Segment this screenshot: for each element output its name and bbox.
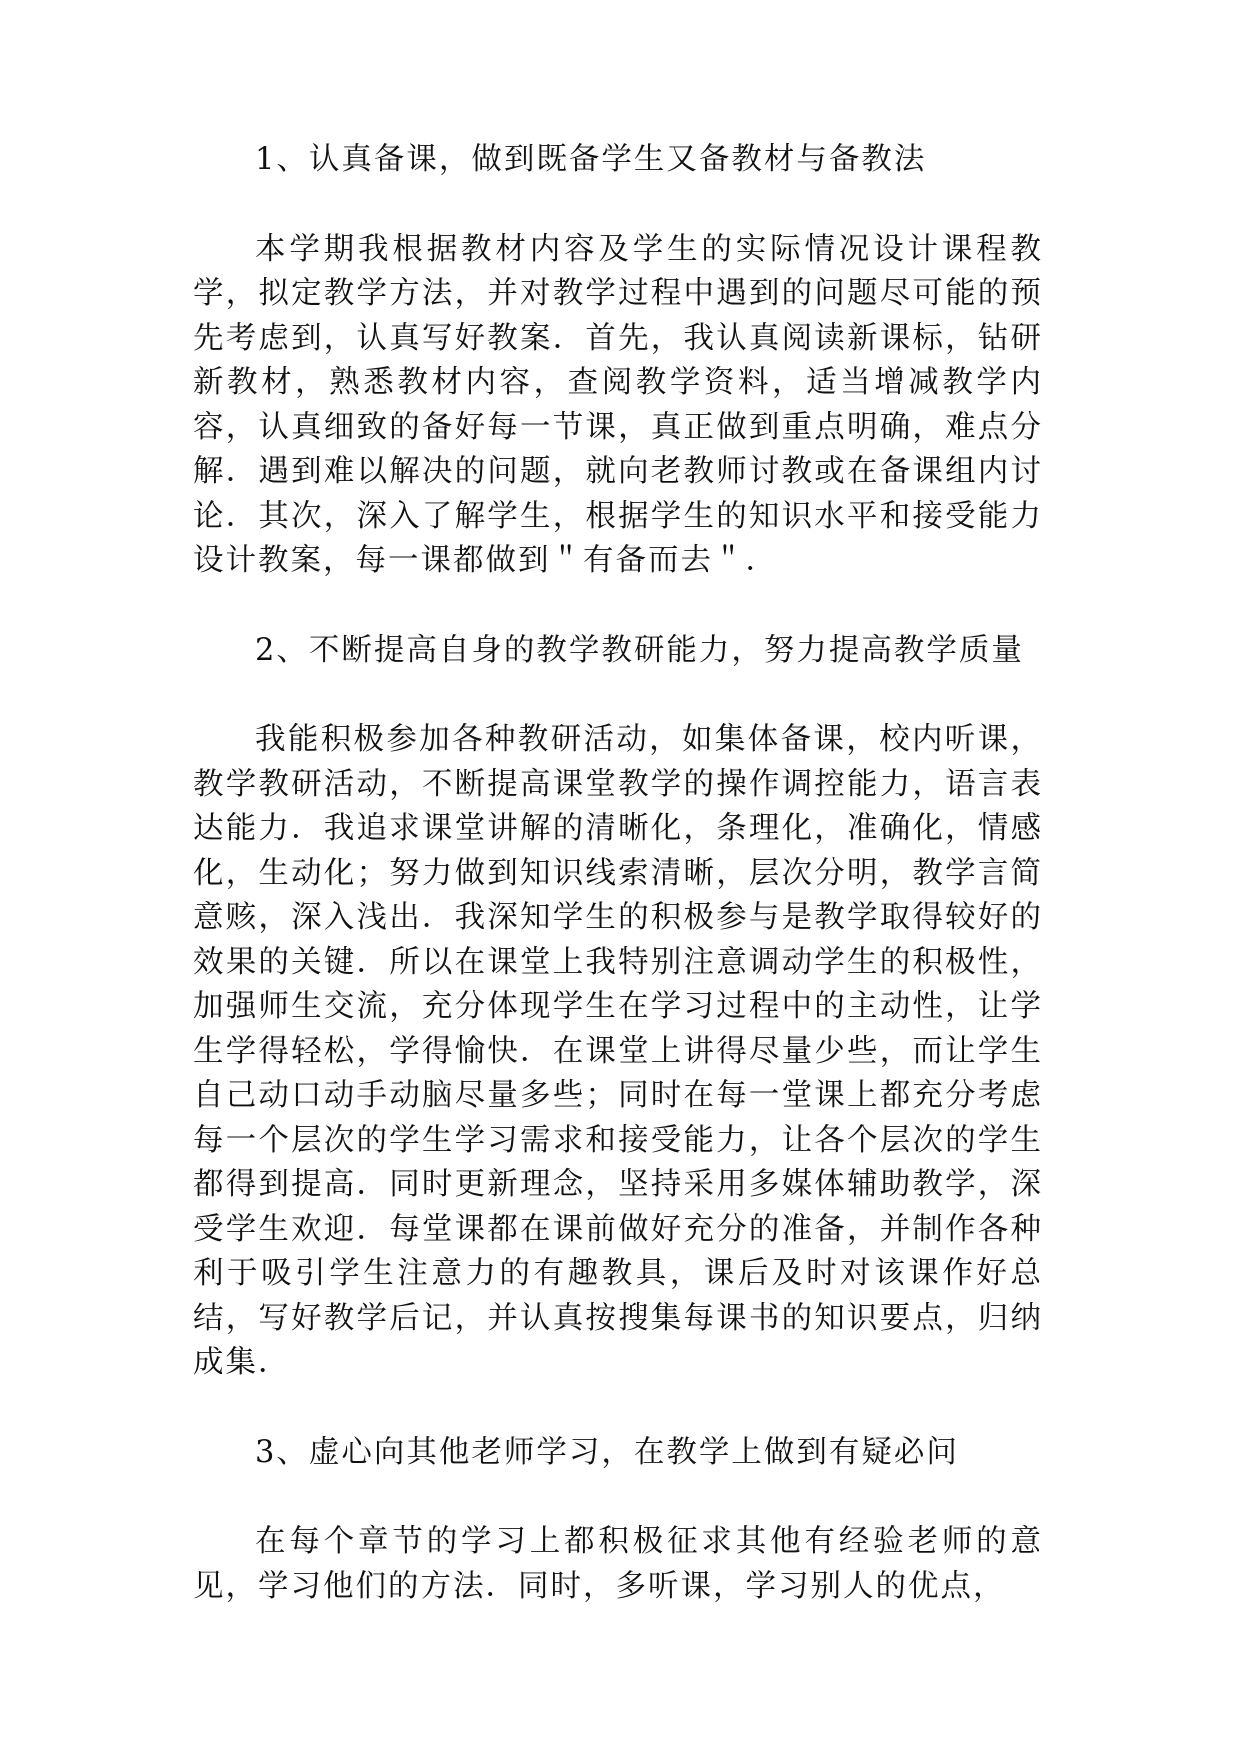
section-spacer: [193, 673, 1043, 718]
section-spacer: [193, 1386, 1043, 1431]
section-paragraph-1: 本学期我根据教材内容及学生的实际情况设计课程教学，拟定教学方法，并对教学过程中遇到的问题尽可能的预先考虑到，认真写好教案．首先，我认真阅读新课标，钻研新教材，熟悉教材内容，查阅教学资料，适当增减教学内容，认真细致的备好每一节课，真正做到重点明确，难点分解．遇到难以解决的问题，就向老教师讨教或在备课组内讨论．其次，深入了解学生，根据学生的知识水平和接受能力设计教案，每一课都做到＂有备而去＂．: [193, 231, 1043, 578]
section-heading-3: 3、虚心向其他老师学习，在教学上做到有疑必问: [255, 1434, 959, 1470]
section-spacer: [193, 183, 1043, 228]
section-spacer: [193, 1475, 1043, 1520]
document-body: [193, 138, 1043, 1609]
section-heading-2: 2、不断提高自身的教学教研能力，努力提高教学质量: [255, 632, 1024, 668]
section-heading-1: 1、认真备课，做到既备学生又备教材与备教法: [255, 142, 927, 177]
section-paragraph-2: 我能积极参加各种教研活动，如集体备课，校内听课，教学教研活动，不断提高课堂教学的操作调控能力，语言表达能力．我追求课堂讲解的清晰化，条理化，准确化，情感化，生动化；努力做到知识线索清晰，层次分明，教学言简意赅，深入浅出．我深知学生的积极参与是教学取得较好的效果的关键．所以在课堂上我特别注意调动学生的积极性，加强师生交流，充分体现学生在学习过程中的主动性，让学生学得轻松，学得愉快．在课堂上讲得尽量少些，而让学生自己动口动手动脑尽量多些；同时在每一堂课上都充分考虑每一个层次的学生学习需求和接受能力，让各个层次的学生都得到提高．同时更新理念，坚持采用多媒体辅助教学，深受学生欢迎．每堂课都在课前做好充分的准备，并制作各种利于吸引学生注意力的有趣教具，课后及时对该课作好总结，写好教学后记，并认真按搜集每课书的知识要点，归纳成集．: [193, 722, 1043, 1380]
section-paragraph-3: 在每个章节的学习上都积极征求其他有经验老师的意见，学习他们的方法．同时，多听课，学习别人的优点，: [193, 1524, 1043, 1604]
section-spacer: [193, 584, 1043, 629]
